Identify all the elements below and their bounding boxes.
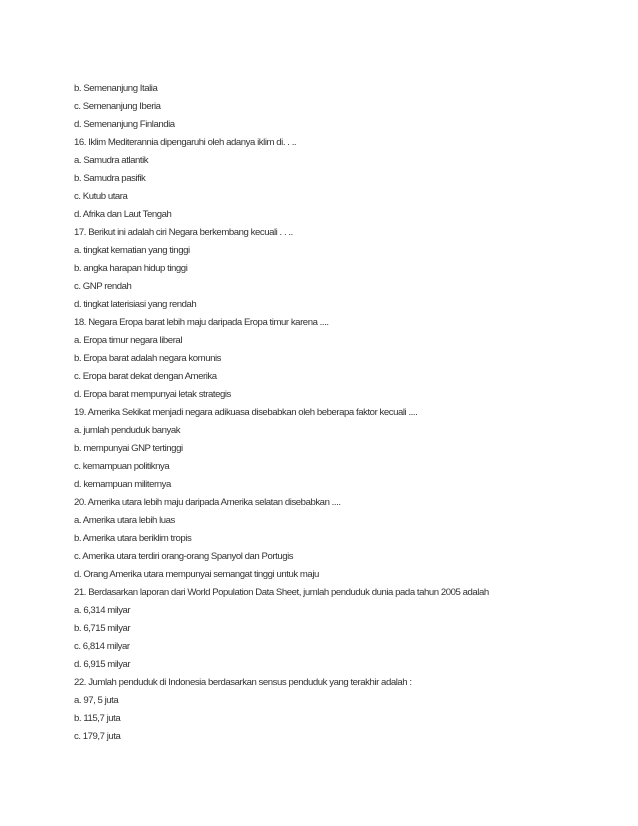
answer-option: c. Amerika utara terdiri orang-orang Spanyol dan Portugis xyxy=(74,551,294,562)
question-line: 16. Iklim Mediterannia dipengaruhi oleh adanya iklim di. . .. xyxy=(74,137,297,148)
text-line: d. Semenanjung Finlandia xyxy=(74,119,175,130)
answer-option: d. kemampuan militernya xyxy=(74,479,171,490)
answer-option: b. mempunyai GNP tertinggi xyxy=(74,443,183,454)
question-line: 19. Amerika Sekikat menjadi negara adikuasa disebabkan oleh beberapa faktor kecuali .... xyxy=(74,407,418,418)
question-line: 17. Berikut ini adalah ciri Negara berkembang kecuali . . .. xyxy=(74,227,293,238)
answer-option: a. 6,314 milyar xyxy=(74,605,131,616)
answer-option: a. Samudra atlantik xyxy=(74,155,149,166)
answer-option: b. Eropa barat adalah negara komunis xyxy=(74,353,222,364)
answer-option: c. Kutub utara xyxy=(74,191,128,202)
answer-option: d. Afrika dan Laut Tengah xyxy=(74,209,172,220)
answer-option: c. GNP rendah xyxy=(74,281,132,292)
question-line: 22. Jumlah penduduk di Indonesia berdasarkan sensus penduduk yang terakhir adalah : xyxy=(74,677,412,688)
answer-option: a. Eropa timur negara liberal xyxy=(74,335,183,346)
question-line: 20. Amerika utara lebih maju daripada Amerika selatan disebabkan .... xyxy=(74,497,341,508)
document-text xyxy=(74,80,594,746)
question-line: 21. Berdasarkan laporan dari World Population Data Sheet, jumlah penduduk dunia pada tahun 2005 adalah xyxy=(74,587,489,598)
answer-option: c. Eropa barat dekat dengan Amerika xyxy=(74,371,217,382)
question-line: 18. Negara Eropa barat lebih maju daripada Eropa timur karena .... xyxy=(74,317,329,328)
answer-option: a. tingkat kematian yang tinggi xyxy=(74,245,190,256)
answer-option: a. 97, 5 juta xyxy=(74,695,119,706)
answer-option: d. 6,915 milyar xyxy=(74,659,131,670)
answer-option: b. angka harapan hidup tinggi xyxy=(74,263,188,274)
answer-option: b. Amerika utara beriklim tropis xyxy=(74,533,192,544)
answer-option: d. Orang Amerika utara mempunyai semangat tinggi untuk maju xyxy=(74,569,319,580)
answer-option: b. 6,715 milyar xyxy=(74,623,131,634)
answer-option: b. Samudra pasifik xyxy=(74,173,146,184)
text-line: c. Semenanjung Iberia xyxy=(74,101,161,112)
answer-option: d. tingkat laterisiasi yang rendah xyxy=(74,299,197,310)
answer-option: c. kemampuan politiknya xyxy=(74,461,170,472)
answer-option: a. Amerika utara lebih luas xyxy=(74,515,175,526)
answer-option: a. jumlah penduduk banyak xyxy=(74,425,181,436)
text-line: b. Semenanjung Italia xyxy=(74,83,158,94)
answer-option: d. Eropa barat mempunyai letak strategis xyxy=(74,389,231,400)
answer-option: c. 6,814 milyar xyxy=(74,641,130,652)
answer-option: b. 115,7 juta xyxy=(74,713,121,724)
answer-option: c. 179,7 juta xyxy=(74,731,121,742)
